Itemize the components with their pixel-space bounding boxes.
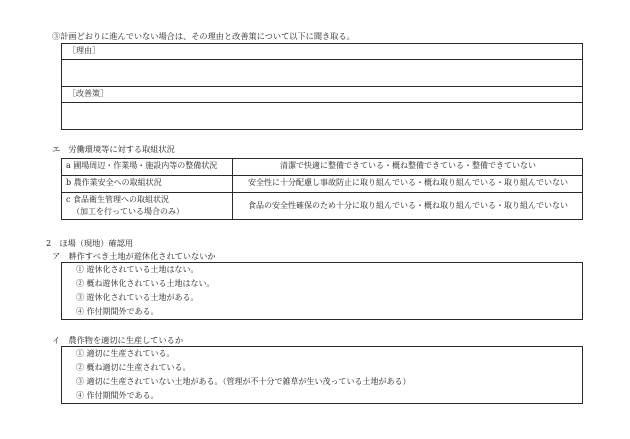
sectionA-option-4: ④ 作付期間外である。 — [76, 307, 159, 316]
table-row-a-value: 清潔で快適に整備できている・概ね整備できている・整備できていない — [280, 161, 536, 170]
sectionI-option-4: ④ 作付期間外である。 — [76, 391, 159, 400]
table-row-a-label: a 圃場周辺・作業場・施設内等の整備状況 — [66, 161, 218, 170]
table-row-b-value: 安全性に十分配慮し事故防止に取り組んでいる・概ね取り組んでいる・取り組んでいない — [248, 178, 568, 187]
table-row-c-label: c 食品衛生管理への取組状況 — [66, 195, 170, 204]
sectionA-option-1: ① 遊休化されている土地はない。 — [76, 265, 199, 274]
sectionA-option-3: ③ 遊休化されている土地がある。 — [76, 293, 199, 302]
section3-heading: ③計画どおりに進んでいない場合は、その理由と改善策について以下に聞き取る。 — [52, 31, 355, 41]
sectionI-option-2: ② 概ね適切に生産されている。 — [76, 363, 191, 372]
sectionI-option-3: ③ 適切に生産されていない土地がある。（管理が不十分で雑草が生い茂っている土地がある） — [76, 377, 411, 386]
sectionI-option-1: ① 適切に生産されている。 — [76, 349, 175, 358]
table-row-c-value: 食品の安全性確保のため十分に取り組んでいる・概ね取り組んでいる・取り組んでいない — [248, 201, 568, 210]
table-row-c-sublabel: （加工を行っている場合のみ） — [72, 207, 184, 216]
sectionE-heading: エ 労働環境等に対する取組状況 — [52, 144, 175, 154]
sectionA-option-2: ② 概ね遊休化されている土地はない。 — [76, 279, 215, 288]
section2-heading: 2 ほ場（現地）確認用 — [46, 238, 134, 248]
reason-field[interactable] — [68, 66, 576, 82]
improvement-field[interactable] — [68, 108, 576, 126]
reason-label: ［理由］ — [68, 46, 100, 55]
improvement-label: ［改善策］ — [68, 89, 108, 98]
sectionA-heading: ア 耕作すべき土地が遊休化されていないか — [52, 251, 216, 261]
sectionI-heading: イ 農作物を適切に生産しているか — [52, 335, 184, 345]
table-row-b-label: b 農作業安全への取組状況 — [66, 178, 162, 187]
